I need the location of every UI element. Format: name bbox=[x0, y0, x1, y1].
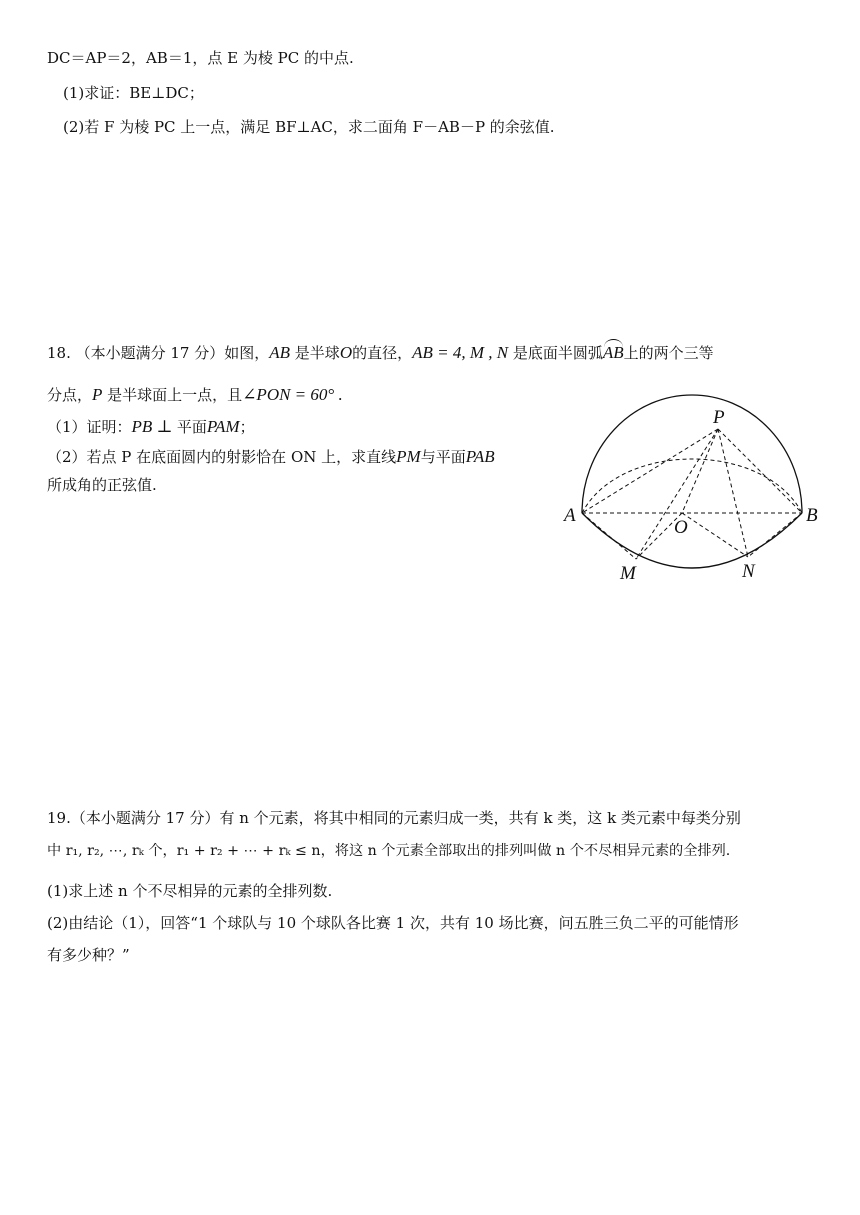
label-n: N bbox=[742, 561, 755, 582]
q18-math-cond: AB = 4, M , N bbox=[412, 343, 509, 362]
segment-pn bbox=[718, 429, 748, 557]
q18-part1 bbox=[47, 416, 255, 438]
q18-p2-a: （2）若点 P 在底面圆内的射影恰在 ON 上，求直线 bbox=[47, 448, 397, 466]
q18-p1-b: 平面 bbox=[176, 418, 207, 436]
q18-l2-b: 是半球面上一点，且 bbox=[102, 386, 243, 404]
q17-part2: (2)若 F 为棱 PC 上一点，满足 BF⊥AC，求二面角 F－AB－P 的余弦值. bbox=[63, 118, 555, 136]
base-back-arc bbox=[582, 459, 802, 513]
q18-part2 bbox=[47, 446, 495, 468]
label-b: B bbox=[806, 505, 818, 526]
q18-head-b: 是半球 bbox=[290, 344, 340, 362]
q19-heading: 19.（本小题满分 17 分）有 n 个元素，将其中相同的元素归成一类，共有 k 类，这 k 类元素中每类分别 bbox=[47, 809, 741, 827]
q18-head-a: 18. （本小题满分 17 分）如图， bbox=[47, 344, 270, 362]
q18-line2 bbox=[47, 384, 343, 406]
segment-pm bbox=[636, 429, 718, 559]
segment-pa bbox=[582, 429, 718, 513]
q18-math-o: O bbox=[339, 343, 353, 362]
segment-bn bbox=[748, 513, 802, 557]
q18-math-p: P bbox=[92, 385, 103, 404]
label-p: P bbox=[713, 407, 725, 428]
hemisphere-figure bbox=[560, 385, 830, 595]
q18-heading bbox=[47, 342, 714, 364]
q19-part1: (1)求上述 n 个不尽相异的元素的全排列数. bbox=[47, 882, 333, 900]
label-a: A bbox=[564, 505, 576, 526]
q18-part2-cont: 所成角的正弦值. bbox=[47, 476, 157, 494]
q18-l2-a: 分点， bbox=[47, 386, 93, 404]
dome-outline bbox=[582, 395, 802, 513]
q18-head-d: 是底面半圆弧 bbox=[508, 344, 603, 362]
segment-am bbox=[582, 513, 636, 559]
q18-math-pb: PB ⊥ bbox=[131, 417, 177, 436]
q18-head-e: 上的两个三等 bbox=[623, 344, 714, 362]
label-m: M bbox=[620, 563, 636, 584]
segment-pb bbox=[718, 429, 802, 513]
q18-p1-a: （1）证明： bbox=[47, 418, 132, 436]
q18-math-arc-ab: AB bbox=[602, 343, 624, 362]
q19-part2-cont: 有多少种？” bbox=[47, 946, 130, 964]
segment-po bbox=[682, 429, 718, 513]
q18-head-c: 的直径， bbox=[352, 344, 413, 362]
q19-part2: (2)由结论（1），回答“1 个球队与 10 个球队各比赛 1 次，共有 10 场比赛，问五胜三负二平的可能情形 bbox=[47, 914, 739, 932]
label-o: O bbox=[674, 517, 688, 538]
q17-part1: (1)求证：BE⊥DC； bbox=[63, 84, 204, 102]
q18-p1-c: ； bbox=[239, 418, 255, 436]
q18-math-pab: PAB bbox=[465, 447, 495, 466]
q18-p2-b: 与平面 bbox=[420, 448, 466, 466]
q17-condition: DC＝AP＝2，AB＝1，点 E 为棱 PC 的中点. bbox=[47, 49, 354, 67]
q18-math-angle: ∠PON = 60° . bbox=[242, 385, 343, 404]
q18-math-ab: AB bbox=[269, 343, 291, 362]
q18-math-pam: PAM bbox=[206, 417, 240, 436]
q18-math-pm: PM bbox=[396, 447, 421, 466]
q19-line2: 中 r₁, r₂, ⋯, rₖ 个，r₁ + r₂ + ⋯ + rₖ ≤ n，将这 n 个元素全部取出的排列叫做 n 个不尽相异元素的全排列. bbox=[47, 843, 731, 859]
segment-on bbox=[682, 513, 748, 557]
